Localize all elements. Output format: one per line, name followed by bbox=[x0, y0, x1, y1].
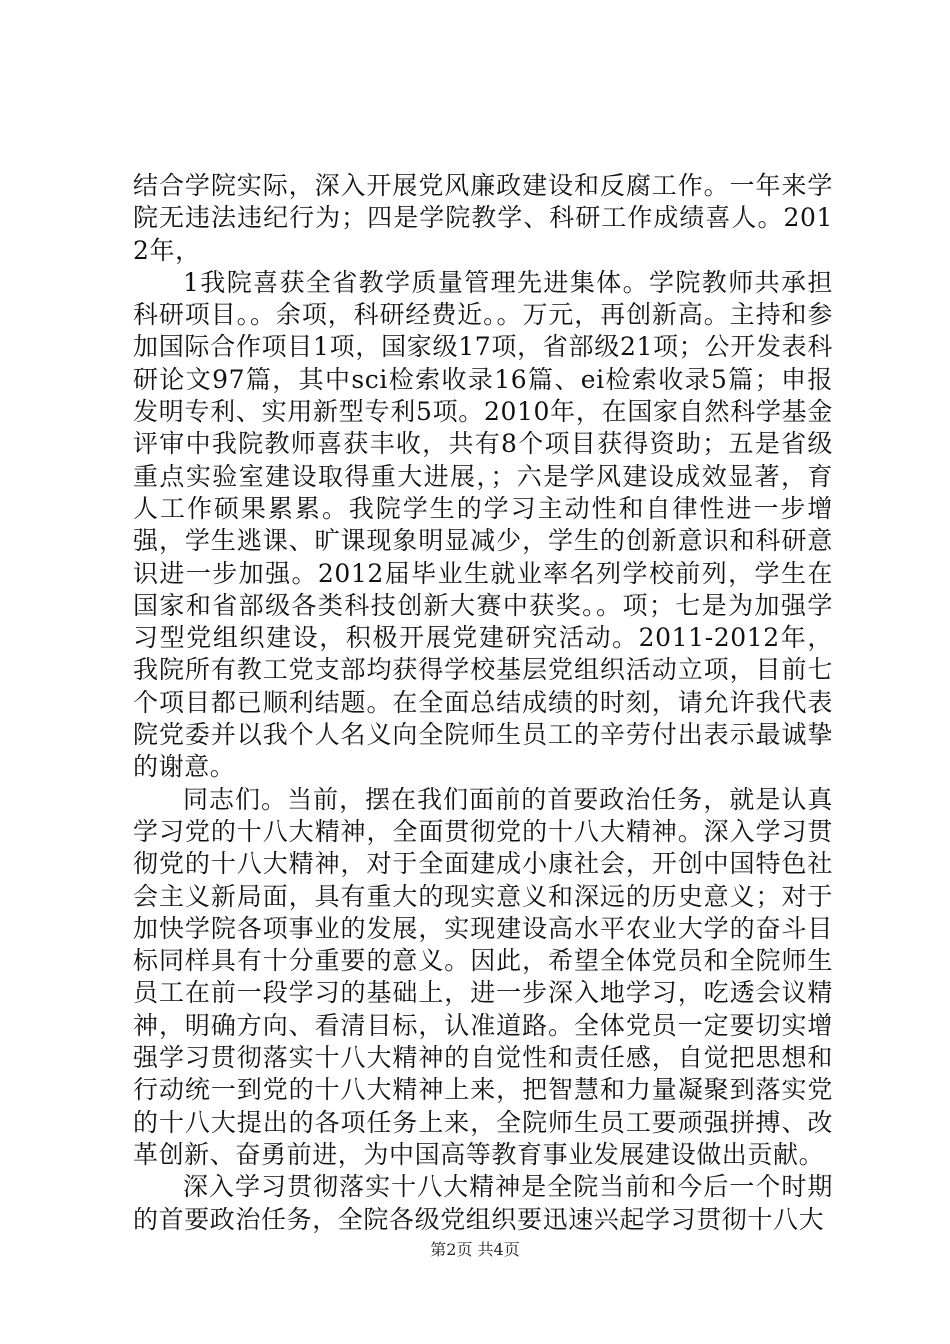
document-body bbox=[133, 170, 833, 1236]
page-number-footer: 第2页 共4页 bbox=[430, 1240, 520, 1259]
paragraph-2: 1我院喜获全省教学质量管理先进集体。学院教师共承担科研项目。。余项，科研经费近。。万元，再创新高。主持和参加国际合作项目1项，国家级17项，省部级21项；公开发表科研论文97篇，其中sci检索收录16篇、ei检索收录5篇；申报发明专利、实用新型专利5项。2010年，在国家自然科学基金评审中我院教师喜获丰收，共有8个项目获得资助；五是省级重点实验室建设取得重大进展，；六是学风建设成效显著，育人工作硕果累累。我院学生的学习主动性和自律性进一步增强，学生逃课、旷课现象明显减少，学生的创新意识和科研意识进一步加强。2012届毕业生就业率名列学校前列，学生在国家和省部级各类科技创新大赛中获奖。。项；七是为加强学习型党组织建设，积极开展党建研究活动。2011-2012年，我院所有教工党支部均获得学校基层党组织活动立项，目前七个项目都已顺利结题。在全面总结成绩的时刻，请允许我代表院党委并以我个人名义向全院师生员工的辛劳付出表示最诚挚的谢意。 bbox=[133, 267, 833, 782]
paragraph-1: 结合学院实际，深入开展党风廉政建设和反腐工作。一年来学院无违法违纪行为；四是学院教学、科研工作成绩喜人。2012年， bbox=[133, 171, 833, 265]
paragraph-3: 同志们。当前，摆在我们面前的首要政治任务，就是认真学习党的十八大精神，全面贯彻党的十八大精神。深入学习贯彻党的十八大精神，对于全面建成小康社会，开创中国特色社会主义新局面，具有重大的现实意义和深远的历史意义；对于加快学院各项事业的发展，实现建设高水平农业大学的奋斗目标同样具有十分重要的意义。因此，希望全体党员和全院师生员工在前一段学习的基础上，进一步深入地学习，吃透会议精神，明确方向、看清目标，认准道路。全体党员一定要切实增强学习贯彻落实十八大精神的自觉性和责任感，自觉把思想和行动统一到党的十八大精神上来，把智慧和力量凝聚到落实党的十八大提出的各项任务上来，全院师生员工要顽强拼搏、改革创新、奋勇前进，为中国高等教育事业发展建设做出贡献。 bbox=[133, 784, 833, 1169]
paragraph-4: 深入学习贯彻落实十八大精神是全院当前和今后一个时期的首要政治任务，全院各级党组织要迅速兴起学习贯彻十八大 bbox=[133, 1172, 833, 1234]
